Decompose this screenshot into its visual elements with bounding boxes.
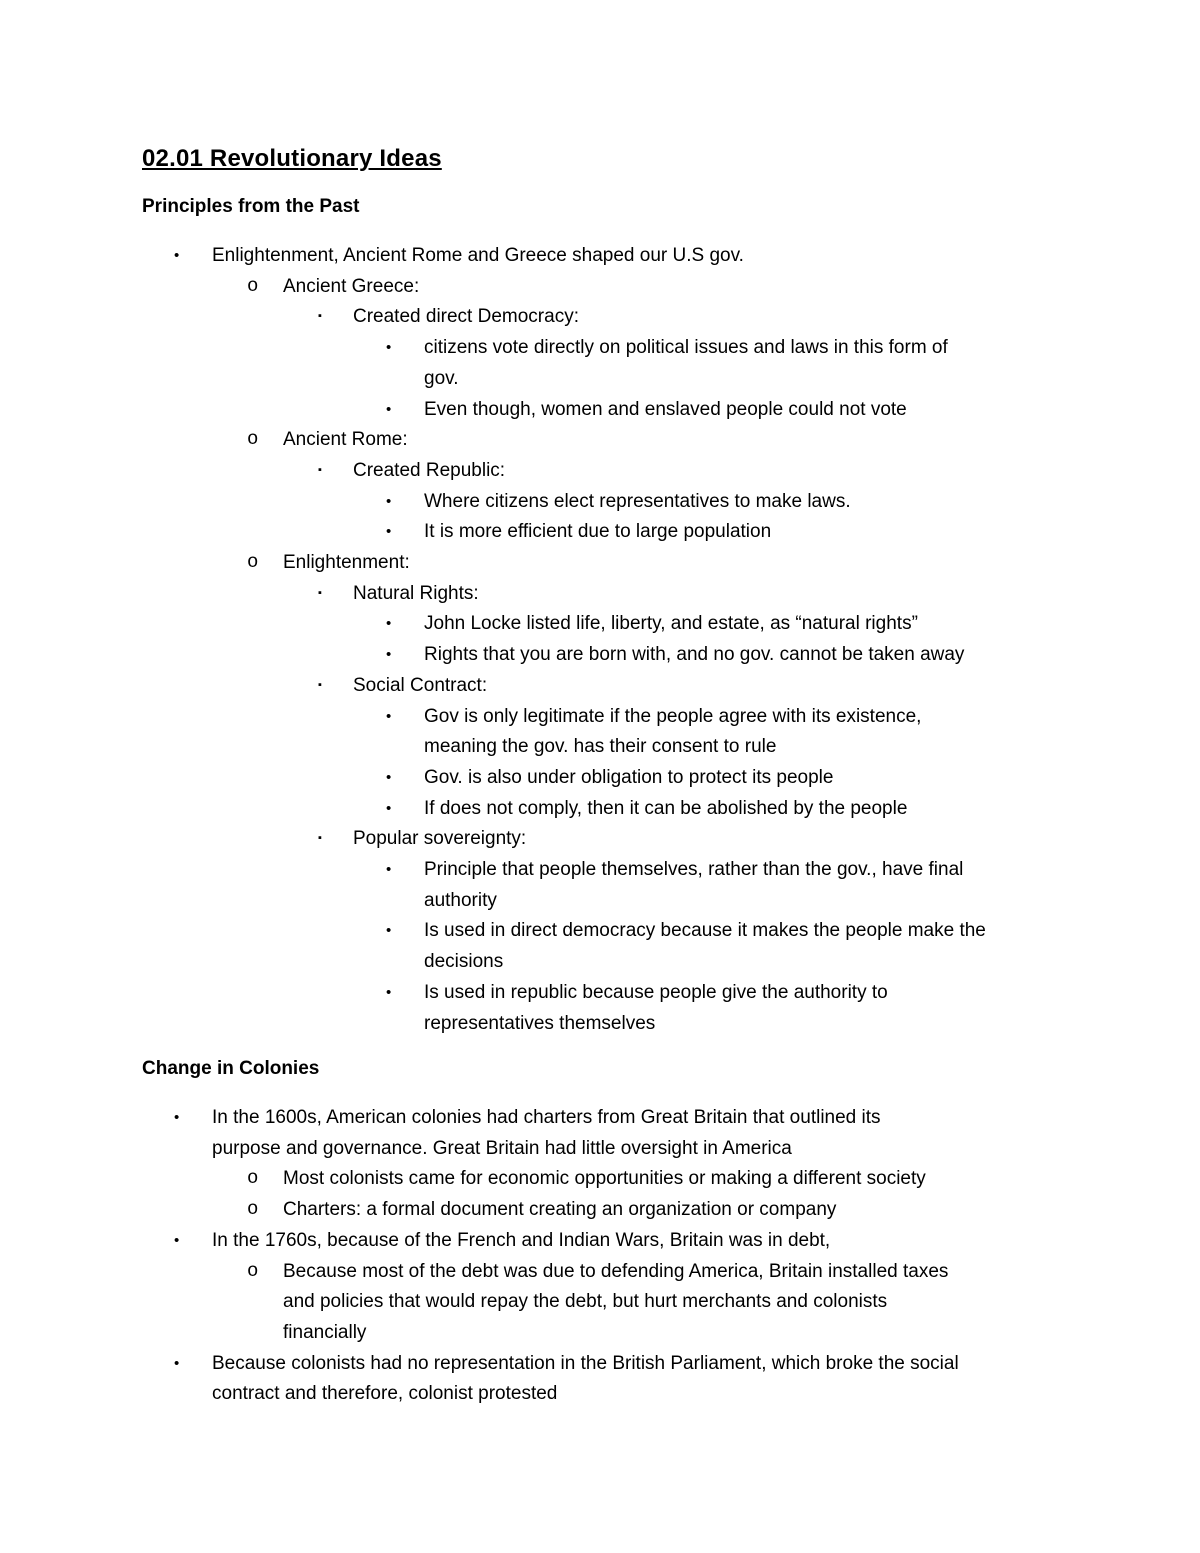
list-item-text: purpose and governance. Great Britain had little oversight in America (212, 1137, 792, 1159)
list-item-text: Created direct Democracy: (353, 306, 579, 328)
square-bullet-icon: ▪ (318, 678, 322, 691)
list-item (0, 363, 1200, 393)
bullet-icon: • (386, 922, 392, 940)
circle-bullet-icon: o (247, 1167, 259, 1190)
list-item-text: It is more efficient due to large population (424, 521, 772, 543)
square-bullet-icon: ▪ (318, 310, 322, 323)
list-item-text: and policies that would repay the debt, but hurt merchants and colonists (283, 1291, 888, 1313)
list-item-text: Principle that people themselves, rather than the gov., have final (424, 859, 964, 880)
list-item-text: financially (283, 1321, 367, 1343)
list-item-text: representatives themselves (424, 1012, 656, 1034)
square-bullet-icon: ▪ (318, 586, 322, 599)
list-item (0, 1348, 1200, 1378)
circle-bullet-icon: o (247, 1259, 259, 1282)
list-item (0, 885, 1200, 915)
page-title: 02.01 Revolutionary Ideas (142, 145, 442, 172)
square-bullet-icon: ▪ (318, 463, 322, 476)
list-item-text: Is used in republic because people give the authority to (424, 981, 888, 1003)
list-item-text: Because colonists had no representation in the British Parliament, which broke the social (212, 1352, 959, 1374)
bullet-icon: • (174, 1109, 180, 1126)
list-item (0, 424, 1200, 454)
list-item (0, 1102, 1200, 1132)
bullet-icon: • (386, 861, 392, 878)
list-item-text: Where citizens elect representatives to make laws. (424, 490, 851, 512)
square-bullet-icon: ▪ (318, 832, 322, 845)
bullet-icon: • (386, 492, 392, 510)
list-item-text: If does not comply, then it can be abolished by the people (424, 797, 908, 819)
bullet-icon: • (174, 1231, 180, 1249)
list-item (0, 547, 1200, 577)
list-item (0, 1256, 1200, 1286)
circle-bullet-icon: o (247, 551, 259, 573)
list-item-text: Is used in direct democracy because it makes the people make the (424, 920, 986, 942)
circle-bullet-icon: o (247, 1198, 259, 1221)
list-item (0, 823, 1200, 853)
list-item-text: meaning the gov. has their consent to rule (424, 736, 777, 758)
list-item (0, 1008, 1200, 1038)
list-item (0, 301, 1200, 331)
list-item (0, 1225, 1200, 1255)
list-item-text: Even though, women and enslaved people could not vote (424, 398, 907, 420)
list-item (0, 1194, 1200, 1224)
list-item-text: In the 1760s, because of the French and Indian Wars, Britain was in debt, (212, 1229, 831, 1251)
list-item (0, 455, 1200, 485)
bullet-icon: • (386, 615, 392, 633)
bullet-icon: • (386, 768, 392, 786)
list-item-text: Social Contract: (353, 674, 488, 696)
list-item-text: decisions (424, 951, 504, 973)
list-item-text: Gov. is also under obligation to protect its people (424, 766, 834, 788)
list-item-text: Created Republic: (353, 459, 506, 481)
bullet-icon: • (386, 339, 392, 357)
bullet-icon: • (174, 247, 180, 264)
section-heading: Change in Colonies (142, 1058, 320, 1079)
bullet-icon: • (174, 1354, 180, 1372)
list-item (0, 1163, 1200, 1193)
section-heading: Principles from the Past (142, 196, 360, 217)
list-item-text: John Locke listed life, liberty, and estate, as “natural rights” (424, 613, 918, 635)
list-item (0, 639, 1200, 669)
list-item-text: Enlightenment: (283, 552, 410, 573)
bullet-icon: • (386, 983, 392, 1001)
list-item (0, 394, 1200, 424)
list-item (0, 1317, 1200, 1347)
list-item (0, 271, 1200, 301)
list-item (0, 240, 1200, 270)
list-item-text: citizens vote directly on political issues and laws in this form of (424, 337, 948, 359)
list-item-text: gov. (424, 367, 459, 389)
list-item (0, 977, 1200, 1007)
list-item (0, 578, 1200, 608)
bullet-icon: • (386, 707, 392, 725)
list-item-text: In the 1600s, American colonies had charters from Great Britain that outlined its (212, 1107, 881, 1128)
list-item (0, 915, 1200, 945)
list-item (0, 762, 1200, 792)
list-item-text: Because most of the debt was due to defending America, Britain installed taxes (283, 1260, 949, 1282)
bullet-icon: • (386, 523, 392, 541)
circle-bullet-icon: o (247, 274, 259, 297)
list-item-text: Ancient Rome: (283, 429, 408, 451)
list-item (0, 793, 1200, 823)
list-item (0, 946, 1200, 976)
list-item-text: Popular sovereignty: (353, 828, 527, 850)
list-item (0, 670, 1200, 700)
list-item (0, 608, 1200, 638)
list-item-text: Rights that you are born with, and no gov. cannot be taken away (424, 644, 965, 666)
list-item (0, 1286, 1200, 1316)
list-item-text: authority (424, 889, 497, 911)
bullet-icon: • (386, 400, 392, 418)
circle-bullet-icon: o (247, 428, 259, 451)
bullet-icon: • (386, 646, 392, 664)
list-item (0, 731, 1200, 761)
list-item (0, 854, 1200, 884)
list-item (0, 701, 1200, 731)
list-item (0, 1378, 1200, 1408)
list-item (0, 332, 1200, 362)
list-item-text: Charters: a formal document creating an organization or company (283, 1199, 837, 1221)
list-item-text: Enlightenment, Ancient Rome and Greece shaped our U.S gov. (212, 245, 744, 266)
list-item (0, 516, 1200, 546)
list-item-text: Most colonists came for economic opportunities or making a different society (283, 1168, 926, 1190)
list-item (0, 1133, 1200, 1163)
list-item-text: Gov is only legitimate if the people agree with its existence, (424, 705, 922, 727)
bullet-icon: • (386, 799, 392, 817)
list-item-text: Natural Rights: (353, 582, 479, 604)
list-item-text: contract and therefore, colonist protested (212, 1383, 558, 1405)
list-item (0, 486, 1200, 516)
list-item-text: Ancient Greece: (283, 275, 420, 297)
